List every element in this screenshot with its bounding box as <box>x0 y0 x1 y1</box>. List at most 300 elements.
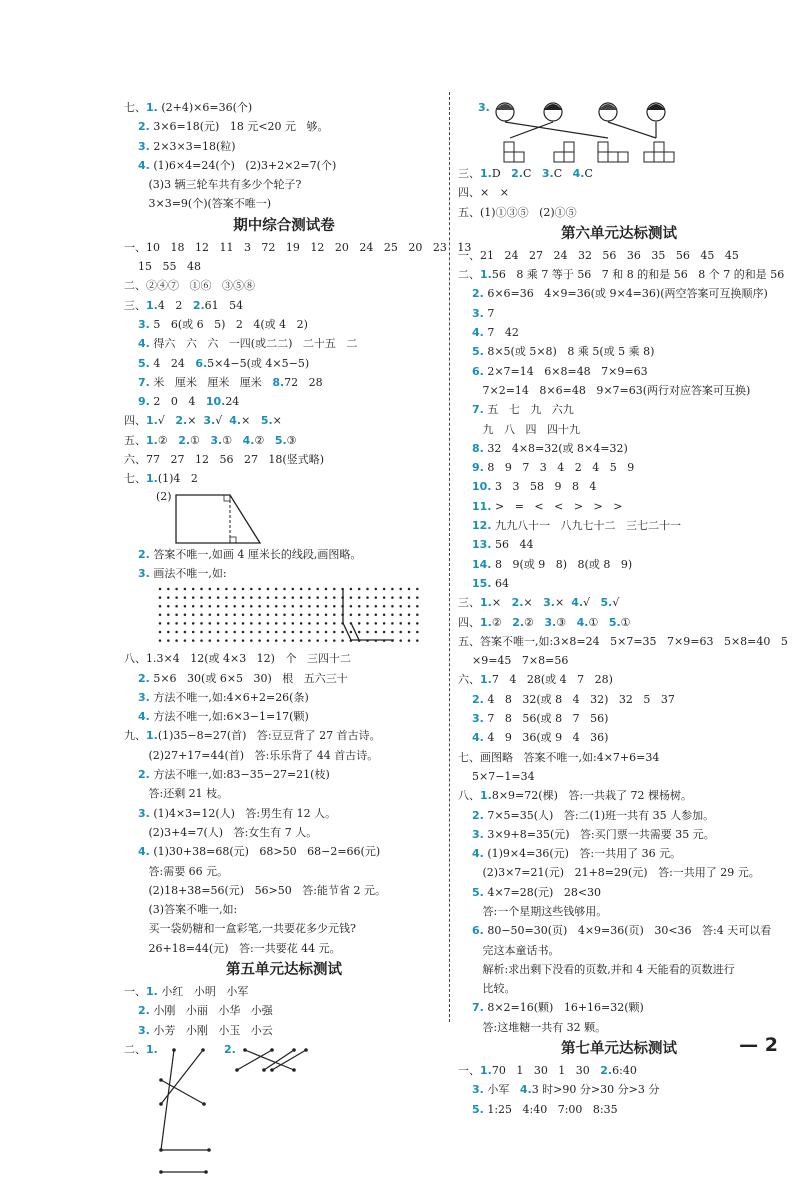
answer-text: 64 <box>491 576 509 590</box>
answer-text: 解析:求出剩下没看的页数,并和 4 天能看的页数进行 <box>482 962 735 976</box>
answer-text: ② <box>157 433 179 447</box>
grid-dot <box>159 597 162 600</box>
grid-dot <box>167 597 170 600</box>
question-number: 2. <box>192 298 205 312</box>
block-cube <box>504 152 514 162</box>
grid-dot <box>375 588 378 591</box>
section-prefix <box>458 577 472 590</box>
answer-text: 7 8 56(或 8 7 56) <box>483 712 609 726</box>
section-prefix <box>124 548 138 561</box>
answer-line <box>458 497 780 516</box>
answer-text: > = < < > > > <box>491 499 623 513</box>
question-number: 1. <box>146 298 158 312</box>
endpoint-dot <box>204 1170 208 1174</box>
grid-dot <box>350 588 353 591</box>
question-number: 5. <box>274 433 287 447</box>
grid-dot <box>283 614 286 617</box>
block-cube <box>654 152 664 162</box>
block-cube <box>608 152 618 162</box>
answer-line <box>124 726 444 745</box>
section-prefix: 六、 <box>124 453 146 467</box>
grid-dot <box>258 614 261 617</box>
answer-text: 70 1 30 1 30 <box>491 1064 601 1078</box>
grid-dot <box>333 640 336 643</box>
question-number: 6. <box>472 364 484 378</box>
answer-line <box>124 862 444 881</box>
section-prefix <box>124 922 148 935</box>
block-cube <box>664 152 674 162</box>
section-prefix <box>458 731 472 744</box>
grid-dot <box>217 614 220 617</box>
grid-dot <box>308 631 311 634</box>
answer-line <box>458 651 780 670</box>
answer-text: 4×7=28(元) 28<30 <box>483 885 602 899</box>
answer-line <box>124 919 444 938</box>
question-number: 5. <box>608 615 621 629</box>
answer-line <box>458 400 780 419</box>
answer-text: 56 8 乘 7 等于 56 7 和 8 的和是 56 8 个 7 的和是 56 <box>491 268 785 282</box>
answer-line <box>458 284 780 303</box>
grid-dot <box>366 597 369 600</box>
grid-dot <box>184 631 187 634</box>
grid-dot <box>341 640 344 643</box>
answer-text: 小芳 小刚 小玉 小云 <box>149 1023 273 1037</box>
question-number: 4. <box>472 847 484 861</box>
grid-dot <box>209 622 212 625</box>
answer-text: 72 28 <box>284 375 323 389</box>
section-prefix <box>458 538 472 551</box>
grid-dot <box>242 614 245 617</box>
grid-dot <box>416 597 419 600</box>
section-prefix <box>458 944 482 957</box>
answer-text: D <box>491 167 512 180</box>
grid-dot <box>250 597 253 600</box>
grid-dot <box>316 614 319 617</box>
right-column <box>458 98 788 1119</box>
section-prefix <box>124 357 138 370</box>
answer-text: (2)18+38=56(元) 56>50 答:能节省 2 元。 <box>148 883 386 897</box>
answer-line <box>124 1001 444 1020</box>
answer-line <box>124 117 444 136</box>
answer-line <box>124 804 444 823</box>
question-number: 3. <box>544 615 557 629</box>
answer-text: (1)30+38=68(元) 68>50 68−2=66(元) <box>149 845 381 859</box>
answer-text: (1)①③⑤ (2)①⑤ <box>480 205 577 219</box>
section-prefix <box>124 1024 138 1037</box>
section-prefix <box>458 423 482 436</box>
answer-text: 小军 <box>483 1083 520 1097</box>
grid-dot <box>383 622 386 625</box>
grid-dot <box>300 631 303 634</box>
grid-dot <box>399 640 402 643</box>
question-number: 4. <box>472 326 484 340</box>
grid-dot <box>416 605 419 608</box>
answer-text: ② <box>254 433 275 447</box>
grid-dot <box>358 605 361 608</box>
grid-dot <box>258 640 261 643</box>
section-prefix <box>458 480 472 493</box>
grid-dot <box>383 631 386 634</box>
answer-text: 买一袋奶糖和一盒彩笔,一共要花多少元钱? <box>148 922 356 936</box>
answer-text: 2 0 4 <box>149 395 206 409</box>
grid-dot <box>416 622 419 625</box>
grid-dot <box>209 640 212 643</box>
grid-dot <box>300 622 303 625</box>
left-column <box>124 98 472 1178</box>
grid-dot <box>375 622 378 625</box>
trapezoid-figure <box>124 489 444 545</box>
block-cube <box>598 142 608 152</box>
answer-line <box>458 921 780 940</box>
answer-text: 5×4−5(或 4×5−5) <box>207 356 310 370</box>
grid-dot <box>258 597 261 600</box>
grid-dot <box>383 605 386 608</box>
grid-dot <box>209 614 212 617</box>
answer-text: (2)3×7=21(元) 21+8=29(元) 答:一共用了 29 元。 <box>482 866 760 880</box>
section-prefix: 一、 <box>458 248 480 262</box>
section-prefix <box>458 403 472 416</box>
section-prefix <box>458 461 472 474</box>
grid-dot <box>350 614 353 617</box>
section-title: 第六单元达标测试 <box>561 225 677 242</box>
answer-text: 小刚 小丽 小华 小强 <box>149 1004 273 1018</box>
answer-line <box>458 690 780 709</box>
section-prefix: 二、 <box>124 279 146 293</box>
grid-dot <box>292 622 295 625</box>
answer-line <box>458 902 780 921</box>
answer-text: (1)4 2 <box>157 472 198 486</box>
answer-text: 7×5=35(人) 答:二(1)班一共有 35 人参加。 <box>483 808 715 822</box>
grid-dot <box>408 597 411 600</box>
section-prefix <box>124 376 138 389</box>
answer-line <box>124 392 444 411</box>
connecting-line <box>161 1050 174 1150</box>
answer-text: 方法不唯一,如:4×6+2=26(条) <box>149 690 309 704</box>
answer-line <box>458 555 780 574</box>
section-prefix: 三、 <box>458 596 480 610</box>
grid-dot <box>175 597 178 600</box>
right-angle-mark-top <box>224 495 230 501</box>
answer-line <box>458 998 780 1017</box>
grid-dot <box>225 605 228 608</box>
answer-text: 画法不唯一,如: <box>149 566 227 580</box>
answer-line <box>124 450 444 469</box>
section-prefix: 一、 <box>124 984 146 998</box>
grid-dot <box>350 631 353 634</box>
grid-dot <box>333 614 336 617</box>
grid-dot <box>250 588 253 591</box>
section-prefix: 四、 <box>458 615 480 629</box>
grid-dot <box>192 597 195 600</box>
section-prefix <box>458 847 472 860</box>
section-prefix <box>458 654 472 667</box>
grid-dot <box>167 640 170 643</box>
grid-dot <box>300 597 303 600</box>
section-prefix: 五、 <box>458 205 480 219</box>
trapezoid-shape <box>176 495 260 543</box>
grid-dot <box>391 588 394 591</box>
section-prefix <box>124 845 138 858</box>
answer-line <box>458 1080 780 1099</box>
answer-text: ③ <box>556 615 577 629</box>
endpoint-dot <box>262 1068 266 1072</box>
endpoint-dot <box>270 1068 274 1072</box>
question-number: 4. <box>242 433 255 447</box>
answer-line <box>458 960 780 979</box>
block-cube <box>618 152 628 162</box>
grid-dot <box>217 605 220 608</box>
grid-dot <box>325 605 328 608</box>
question-number: 2. <box>178 433 191 447</box>
grid-dot <box>300 588 303 591</box>
grid-dot <box>366 622 369 625</box>
endpoint-dot <box>304 1048 308 1052</box>
grid-dot <box>267 588 270 591</box>
answer-text: 8×2=16(颗) 16+16=32(颗) <box>483 1001 644 1015</box>
answer-line <box>458 535 780 554</box>
question-number: 3. <box>472 712 484 726</box>
answer-text: √ <box>215 414 230 428</box>
grid-dot <box>225 588 228 591</box>
question-number: 5. <box>600 596 613 610</box>
question-number: 3. <box>210 433 223 447</box>
grid-dot <box>159 614 162 617</box>
grid-dot <box>242 605 245 608</box>
section-prefix <box>124 903 148 916</box>
answer-text: (2)3+4=7(人) 答:女生有 7 人。 <box>148 825 318 839</box>
grid-dot <box>399 588 402 591</box>
answer-text: 完这本童话书。 <box>482 943 560 957</box>
section-prefix <box>124 691 138 704</box>
endpoint-dot <box>159 1170 163 1174</box>
section-prefix: 七、 <box>124 472 146 486</box>
section-prefix <box>458 345 472 358</box>
answer-line <box>458 844 780 863</box>
answer-line <box>458 748 780 767</box>
grid-dot <box>167 622 170 625</box>
grid-dot <box>275 597 278 600</box>
question-number: 6. <box>195 356 208 370</box>
grid-dot <box>333 588 336 591</box>
answer-text: (2+4)×6=36(个) <box>157 101 253 114</box>
answer-line <box>124 257 444 276</box>
grid-dot <box>308 622 311 625</box>
grid-dot <box>316 622 319 625</box>
section-prefix <box>124 178 148 191</box>
grid-dot <box>333 622 336 625</box>
section-prefix: 七、 <box>124 101 146 114</box>
section-prefix <box>124 672 138 685</box>
section-prefix <box>124 318 138 331</box>
grid-dot <box>316 588 319 591</box>
answer-text: 1.3×4 12(或 4×3 12) 个 三四十二 <box>146 652 351 666</box>
question-number: 3. <box>203 414 216 428</box>
answer-text: ① <box>222 433 243 447</box>
answer-line <box>124 137 444 156</box>
grid-dot <box>242 588 245 591</box>
question-number: 1. <box>480 596 492 610</box>
answer-line <box>458 825 780 844</box>
grid-dot <box>200 597 203 600</box>
endpoint-dot <box>159 1148 163 1152</box>
answer-line <box>124 276 444 295</box>
question-number: 2. <box>138 671 150 685</box>
grid-dot <box>358 588 361 591</box>
grid-dot <box>192 640 195 643</box>
grid-dot <box>416 631 419 634</box>
section-prefix <box>458 287 472 300</box>
grid-dot <box>159 640 162 643</box>
question-number: 7. <box>472 1001 484 1015</box>
answer-line <box>458 593 780 612</box>
block-cube <box>514 152 524 162</box>
answer-text: ② <box>491 615 513 629</box>
answer-line <box>124 373 444 392</box>
section-title: 第五单元达标测试 <box>226 961 342 978</box>
grid-dot <box>292 631 295 634</box>
answer-text: (3)3 辆三轮车共有多少个轮子? <box>148 178 302 192</box>
grid-dot <box>408 640 411 643</box>
section-prefix <box>124 337 138 350</box>
grid-dot <box>308 597 311 600</box>
answer-line <box>458 342 780 361</box>
grid-dot <box>233 597 236 600</box>
answer-text: × <box>187 414 204 428</box>
grid-dot <box>250 622 253 625</box>
answer-text: 10 18 12 11 3 72 19 12 20 24 25 20 23 13 <box>146 240 472 254</box>
question-number: 3. <box>472 306 484 320</box>
answer-text: 小红 小明 小军 <box>157 984 249 998</box>
matching-lines <box>124 1040 444 1178</box>
answer-line <box>458 246 780 265</box>
grid-dot <box>200 588 203 591</box>
grid-dot <box>192 622 195 625</box>
grid-dot <box>366 614 369 617</box>
answer-text: 8 9(或 9 8) 8(或 8 9) <box>491 557 633 571</box>
section-prefix <box>458 924 472 937</box>
answer-text: (1)4×3=12(人) 答:男生有 12 人。 <box>149 806 337 820</box>
section-prefix <box>458 866 482 879</box>
question-number: 8. <box>472 441 484 455</box>
answer-line <box>124 669 444 688</box>
grid-dot <box>308 605 311 608</box>
answer-line <box>458 786 780 805</box>
answer-line <box>124 469 444 488</box>
grid-dot <box>250 640 253 643</box>
dot-grid <box>124 583 424 649</box>
answer-text: 24 <box>225 395 240 409</box>
section-prefix <box>458 307 472 320</box>
answer-line <box>458 1100 780 1119</box>
section-prefix <box>458 770 472 783</box>
answer-text: 26+18=44(元) 答:一共要花 44 元。 <box>148 941 341 955</box>
grid-dot <box>399 614 402 617</box>
grid-dot <box>159 631 162 634</box>
section-prefix <box>458 1103 472 1116</box>
question-number: 3. <box>472 1083 484 1097</box>
block-cube <box>598 152 608 162</box>
question-number: 4. <box>138 337 150 351</box>
grid-dot <box>184 588 187 591</box>
question-number: 4. <box>138 845 150 859</box>
answer-line <box>458 304 780 323</box>
question-number: 1. <box>146 433 158 447</box>
section-prefix: 五、 <box>458 634 480 648</box>
section-prefix <box>124 942 148 955</box>
question-number: 11. <box>472 499 492 513</box>
answer-line <box>124 823 444 842</box>
block-cube <box>504 142 514 152</box>
answer-line <box>458 183 780 202</box>
answer-text: C <box>584 167 593 180</box>
grid-dot <box>175 605 178 608</box>
grid-dot <box>383 597 386 600</box>
section-prefix <box>458 905 482 918</box>
question-number: 1. <box>480 673 492 687</box>
answer-line <box>124 842 444 861</box>
section-title: 第七单元达标测试 <box>561 1041 677 1058</box>
answer-line <box>458 420 780 439</box>
grid-dot <box>333 631 336 634</box>
grid-dot <box>316 605 319 608</box>
section-prefix <box>458 384 482 397</box>
figure-label: (2) <box>156 489 172 503</box>
section-prefix: 六、 <box>458 673 480 687</box>
grid-dot <box>358 622 361 625</box>
section-title: 期中综合测试卷 <box>233 217 335 234</box>
section-prefix <box>458 500 472 513</box>
answer-line <box>124 194 444 213</box>
grid-dot <box>233 631 236 634</box>
answer-line <box>458 1061 780 1080</box>
answer-text: 米 厘米 厘米 厘米 <box>149 375 273 389</box>
grid-dot <box>292 588 295 591</box>
endpoint-dot <box>207 1148 211 1152</box>
grid-dot <box>167 588 170 591</box>
section-prefix <box>458 886 472 899</box>
grid-dot <box>175 631 178 634</box>
section-prefix <box>458 558 472 571</box>
section-prefix <box>458 712 472 725</box>
answer-text: 6×6=36 4×9=36(或 9×4=36)(两空答案可互换顺序) <box>483 287 768 301</box>
answer-text: 比较。 <box>482 982 516 996</box>
endpoint-dot <box>292 1068 296 1072</box>
grid-dot <box>416 588 419 591</box>
grid-dot <box>408 605 411 608</box>
endpoint-dot <box>270 1048 274 1052</box>
grid-dot <box>275 622 278 625</box>
section-prefix <box>458 963 482 976</box>
grid-dot <box>375 614 378 617</box>
answer-line <box>458 632 788 651</box>
grid-dot <box>175 588 178 591</box>
answer-text: 得六 六 六 一四(或二二) 二十五 二 <box>149 337 358 351</box>
grid-dot <box>308 640 311 643</box>
grid-dot <box>325 640 328 643</box>
section-prefix: 八、 <box>458 789 480 803</box>
grid-dot <box>391 605 394 608</box>
question-number: 7. <box>472 403 484 417</box>
section-prefix: 三、 <box>458 167 480 180</box>
answer-line <box>124 431 444 450</box>
answer-line <box>458 979 780 998</box>
section-prefix <box>124 826 148 839</box>
block-cube <box>564 152 574 162</box>
answer-line <box>124 649 444 668</box>
right-angle-mark-bottom <box>230 537 236 543</box>
question-number: 13. <box>472 538 492 552</box>
grid-dot <box>300 614 303 617</box>
